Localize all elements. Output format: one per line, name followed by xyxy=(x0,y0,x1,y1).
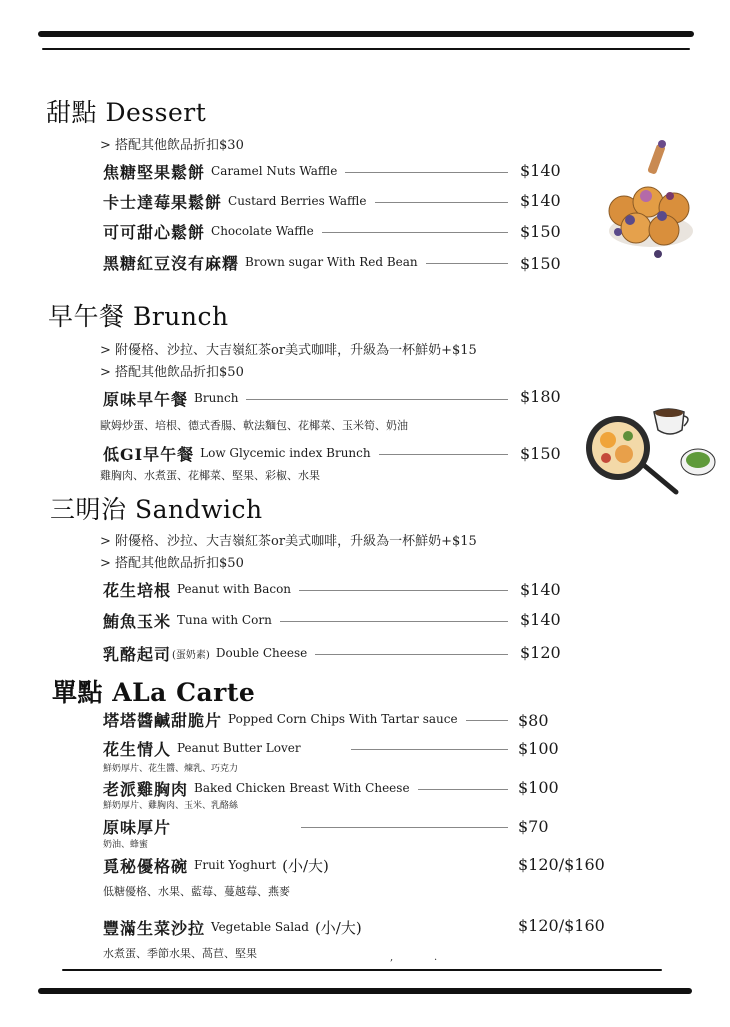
item-zh: 老派雞胸肉 xyxy=(103,779,189,799)
leader-line xyxy=(315,654,508,655)
leader-line xyxy=(426,263,508,264)
section-title-alacarte: 單點 ALa Carte xyxy=(52,678,256,707)
item-description: 鮮奶厚片、花生醬、煉乳、巧克力 xyxy=(103,764,239,774)
item-en: Caramel Nuts Waffle xyxy=(211,164,338,178)
menu-item-corn-chips xyxy=(103,708,508,730)
item-description: 鮮奶厚片、雞胸肉、玉米、乳酪絲 xyxy=(103,801,239,811)
item-size: (小/大) xyxy=(314,918,362,937)
price: $140 xyxy=(520,161,561,180)
item-zh: 塔塔醬鹹甜脆片 xyxy=(103,710,223,730)
item-zh: 可可甜心鬆餅 xyxy=(103,222,206,242)
item-zh: 豐滿生菜沙拉 xyxy=(103,918,206,938)
item-en: Vegetable Salad xyxy=(211,920,309,934)
top-thin-rule xyxy=(42,48,690,50)
price: $150 xyxy=(520,444,561,463)
leader-line xyxy=(280,621,508,622)
item-description: 雞胸肉、水煮蛋、花椰菜、堅果、彩椒、水果 xyxy=(100,469,320,482)
item-en: Peanut Butter Lover xyxy=(177,741,301,755)
item-size: (小/大) xyxy=(282,856,329,875)
item-en: Low Glycemic index Brunch xyxy=(200,446,371,460)
menu-item-fruit-yoghurt xyxy=(103,854,508,876)
price: $120/$160 xyxy=(518,855,605,874)
item-en: Peanut with Bacon xyxy=(177,582,292,596)
menu-item-custard-berries-waffle xyxy=(103,190,508,212)
item-description: 奶油、蜂蜜 xyxy=(103,840,149,850)
item-en: Fruit Yoghurt xyxy=(194,858,277,872)
item-en: Brown sugar With Red Bean xyxy=(245,255,418,269)
item-en: Custard Berries Waffle xyxy=(228,194,367,208)
price: $100 xyxy=(518,778,559,797)
sandwich-note-2: > 搭配其他飲品折扣$50 xyxy=(100,556,244,571)
menu-item-brown-sugar-red-bean xyxy=(103,251,508,273)
menu-item-brunch xyxy=(103,387,508,409)
price: $140 xyxy=(520,610,561,629)
brunch-note-1: > 附優格、沙拉、大吉嶺紅茶or美式咖啡，升級為一杯鮮奶+$15 xyxy=(100,343,477,358)
item-description: 低糖優格、水果、藍莓、蔓越莓、燕麥 xyxy=(103,885,290,898)
item-zh: 原味厚片 xyxy=(103,817,172,837)
price: $140 xyxy=(520,191,561,210)
sandwich-note-1: > 附優格、沙拉、大吉嶺紅茶or美式咖啡，升級為一杯鮮奶+$15 xyxy=(100,534,477,549)
bottom-thin-rule xyxy=(62,969,662,971)
dessert-note: > 搭配其他飲品折扣$30 xyxy=(100,138,244,153)
brunch-pan-illustration xyxy=(578,400,718,500)
item-zh: 覓秘優格碗 xyxy=(103,856,189,876)
bottom-brush-rule xyxy=(38,988,692,994)
item-zh: 卡士達莓果鬆餅 xyxy=(103,192,223,212)
leader-line xyxy=(246,399,508,400)
leader-line xyxy=(375,202,508,203)
item-zh: 鮪魚玉米 xyxy=(103,611,172,631)
item-zh: 花生情人 xyxy=(103,739,172,759)
top-brush-rule xyxy=(38,31,694,37)
leader-line xyxy=(466,720,508,721)
item-zh: 黑糖紅豆沒有麻糬 xyxy=(103,253,240,273)
menu-item-vegetable-salad xyxy=(103,916,508,938)
item-en: Tuna with Corn xyxy=(177,613,272,627)
item-zh: 低GI早午餐 xyxy=(103,444,195,464)
item-zh: 焦糖堅果鬆餅 xyxy=(103,162,206,182)
item-zh-tag: (蛋奶素) xyxy=(172,649,210,661)
price: $80 xyxy=(518,711,549,730)
leader-line xyxy=(299,590,508,591)
item-description: 水煮蛋、季節水果、萵苣、堅果 xyxy=(103,947,257,960)
stray-mark: , xyxy=(390,952,394,963)
price: $120/$160 xyxy=(518,916,605,935)
item-en: Baked Chicken Breast With Cheese xyxy=(194,781,410,795)
menu-item-peanut-butter-lover xyxy=(103,737,508,759)
leader-line xyxy=(301,827,508,828)
section-title-dessert: 甜點 Dessert xyxy=(46,98,207,127)
price: $150 xyxy=(520,254,561,273)
item-en: Popped Corn Chips With Tartar sauce xyxy=(228,712,458,726)
menu-item-chocolate-waffle xyxy=(103,220,508,242)
section-title-brunch: 早午餐 Brunch xyxy=(48,302,229,331)
price: $150 xyxy=(520,222,561,241)
price: $140 xyxy=(520,580,561,599)
leader-line xyxy=(345,172,508,173)
price: $180 xyxy=(520,387,561,406)
menu-item-tuna-corn xyxy=(103,609,508,631)
waffle-illustration xyxy=(596,136,706,266)
leader-line xyxy=(351,749,508,750)
price: $100 xyxy=(518,739,559,758)
leader-line xyxy=(379,454,508,455)
price: $120 xyxy=(520,643,561,662)
stray-mark: . xyxy=(434,952,438,963)
item-zh: 原味早午餐 xyxy=(103,389,189,409)
item-zh: 乳酪起司 xyxy=(103,644,172,664)
price: $70 xyxy=(518,817,549,836)
menu-item-low-gi-brunch xyxy=(103,442,508,464)
brunch-note-2: > 搭配其他飲品折扣$50 xyxy=(100,365,244,380)
menu-item-double-cheese xyxy=(103,642,508,664)
item-zh: 花生培根 xyxy=(103,580,172,600)
item-description: 歐姆炒蛋、培根、德式香腸、軟法麵包、花椰菜、玉米筍、奶油 xyxy=(100,419,408,432)
leader-line xyxy=(322,232,508,233)
leader-line xyxy=(418,789,508,790)
menu-item-caramel-nuts-waffle xyxy=(103,160,508,182)
menu-item-baked-chicken-breast xyxy=(103,777,508,799)
menu-item-peanut-bacon xyxy=(103,578,508,600)
menu-item-plain-toast xyxy=(103,815,508,837)
item-en: Brunch xyxy=(194,391,239,405)
item-en: Chocolate Waffle xyxy=(211,224,314,238)
item-en: Double Cheese xyxy=(215,646,308,660)
section-title-sandwich: 三明治 Sandwich xyxy=(50,495,263,524)
